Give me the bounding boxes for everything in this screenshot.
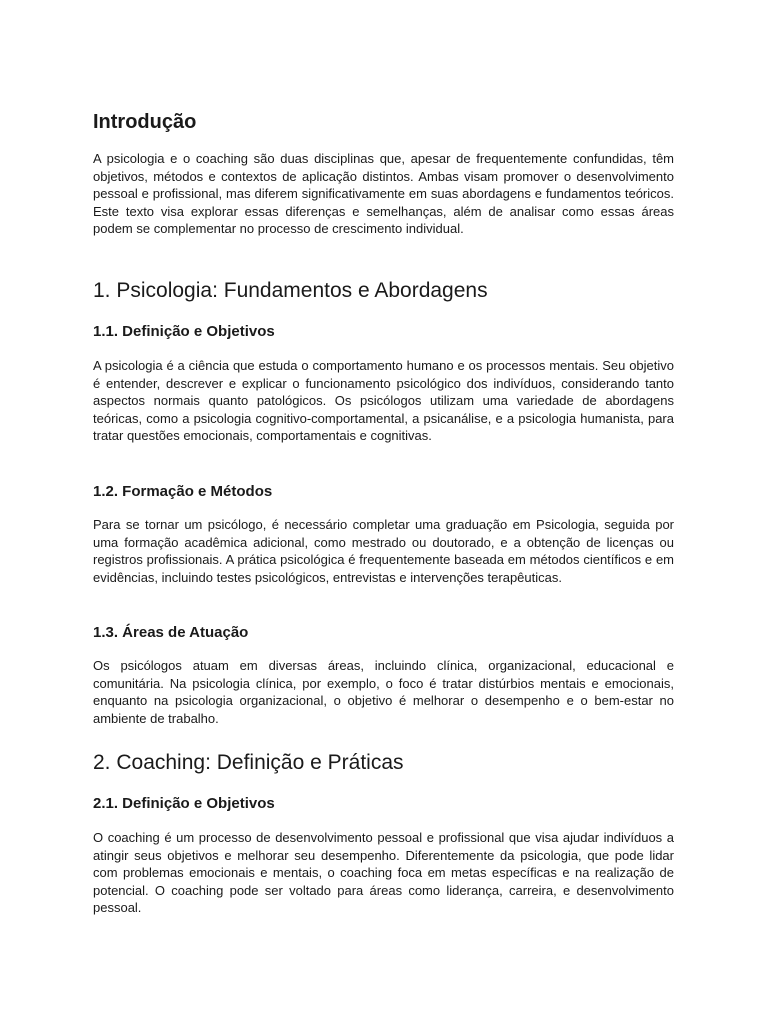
subsection-1-3-heading: 1.3. Áreas de Atuação [93,624,249,641]
subsection-1-2-paragraph: Para se tornar um psicólogo, é necessário completar uma graduação em Psicologia, seguida por uma formação acadêmica adicional, como mestrado ou doutorado, e a obtenção de licenças ou registros profissionais. A prática psicológica é frequentemente baseada em métodos científicos e em evidências, incluindo testes psicológicos, entrevistas e intervenções terapêuticas. [93,517,674,585]
subsection-1-1-heading: 1.1. Definição e Objetivos [93,323,275,340]
subsection-1-1-paragraph: A psicologia é a ciência que estuda o comportamento humano e os processos mentais. Seu objetivo é entender, descrever e explicar o funcionamento psicológico dos indivíduos, considerando tanto aspectos normais quanto patológicos. Os psicólogos utilizam uma variedade de abordagens teóricas, como a psicologia cognitivo-comportamental, a psicanálise, e a psicologia humanista, para tratar questões emocionais, comportamentais e cognitivas. [93,358,674,444]
section-1-heading: 1. Psicologia: Fundamentos e Abordagens [93,279,488,302]
intro-heading: Introdução [93,111,197,133]
intro-paragraph: A psicologia e o coaching são duas disciplinas que, apesar de frequentemente confundidas, têm objetivos, métodos e contextos de aplicação distintos. Ambas visam promover o desenvolvimento pessoal e profissional, mas diferem significativamente em suas abordagens e fundamentos teóricos. Este texto visa explorar essas diferenças e semelhanças, além de analisar como essas áreas podem se complementar no processo de crescimento individual. [93,151,674,237]
section-2-heading: 2. Coaching: Definição e Práticas [93,751,404,774]
subsection-2-1-paragraph: O coaching é um processo de desenvolvimento pessoal e profissional que visa ajudar indivíduos a atingir seus objetivos e melhorar seu desempenho. Diferentemente da psicologia, que pode lidar com problemas emocionais e mentais, o coaching foca em metas específicas e na realização de potencial. O coaching pode ser voltado para áreas como liderança, carreira, e desenvolvimento pessoal. [93,830,674,916]
subsection-1-2-heading: 1.2. Formação e Métodos [93,483,273,500]
subsection-2-1-heading: 2.1. Definição e Objetivos [93,795,275,812]
subsection-1-3-paragraph: Os psicólogos atuam em diversas áreas, incluindo clínica, organizacional, educacional e comunitária. Na psicologia clínica, por exemplo, o foco é tratar distúrbios mentais e emocionais, enquanto na psicologia organizacional, o objetivo é melhorar o desempenho e o bem-estar no ambiente de trabalho. [93,658,674,726]
